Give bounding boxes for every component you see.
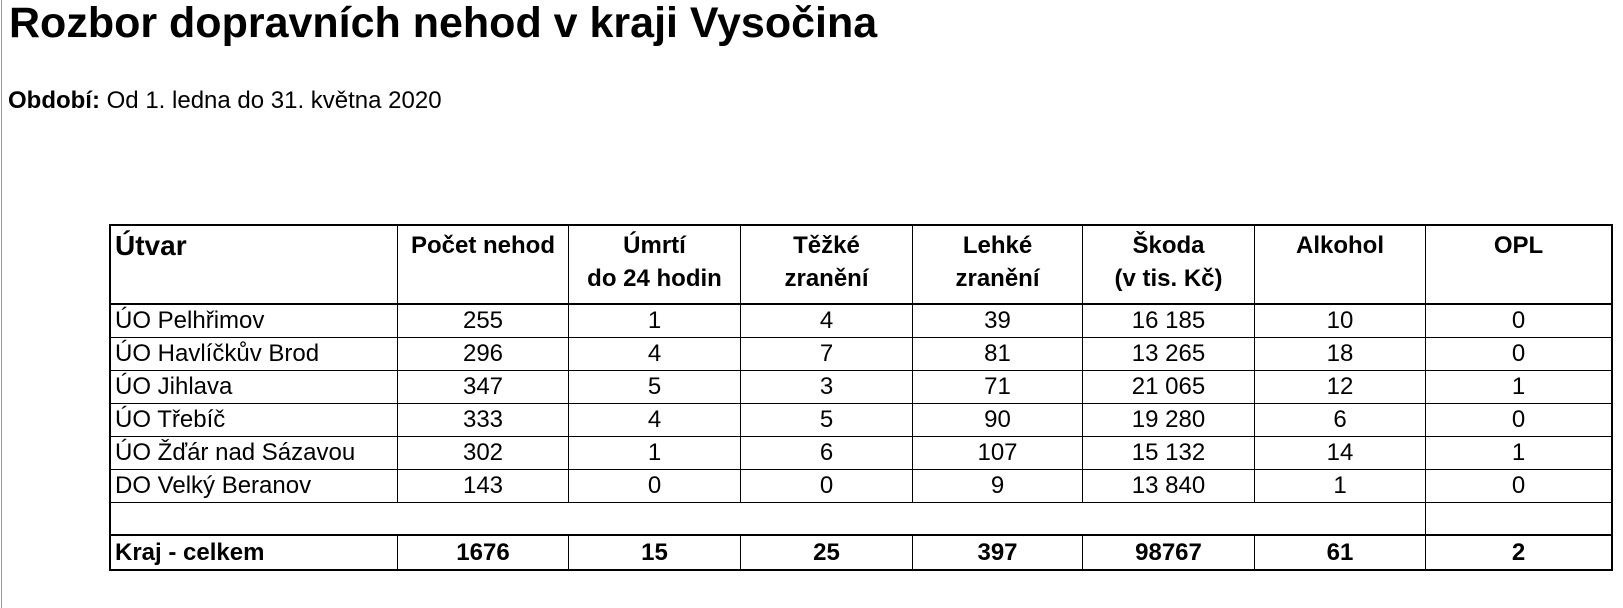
cell-skoda: 13 840 — [1083, 470, 1255, 503]
accident-report-table — [109, 224, 1613, 571]
cell-pocet-nehod: 255 — [398, 305, 569, 338]
cell-alkohol: 1 — [1255, 470, 1426, 503]
page-left-border — [1, 0, 2, 608]
cell-lehke-zraneni: 81 — [913, 338, 1083, 371]
cell-skoda: 13 265 — [1083, 338, 1255, 371]
cell-lehke-zraneni: 39 — [913, 305, 1083, 338]
cell-pocet-nehod: 302 — [398, 437, 569, 470]
header-pocet-nehod: Počet nehod — [398, 226, 569, 305]
cell-tezke-zraneni: 6 — [741, 437, 913, 470]
table-row — [111, 470, 1611, 503]
cell-alkohol: 14 — [1255, 437, 1426, 470]
table-row — [111, 338, 1611, 371]
cell-alkohol: 18 — [1255, 338, 1426, 371]
cell-lehke-zraneni: 107 — [913, 437, 1083, 470]
header-opl: OPL — [1426, 226, 1611, 305]
cell-utvar: ÚO Třebíč — [111, 404, 398, 437]
cell-alkohol: 10 — [1255, 305, 1426, 338]
table-header-row — [111, 226, 1611, 305]
cell-utvar: ÚO Jihlava — [111, 371, 398, 404]
cell-tezke-zraneni: 5 — [741, 404, 913, 437]
spacer-cell — [111, 503, 1426, 536]
cell-alkohol: 6 — [1255, 404, 1426, 437]
cell-opl: 1 — [1426, 371, 1611, 404]
cell-lehke-zraneni: 90 — [913, 404, 1083, 437]
table-spacer-row — [111, 503, 1611, 536]
table-row — [111, 305, 1611, 338]
cell-umrti: 1 — [569, 437, 741, 470]
cell-opl: 0 — [1426, 404, 1611, 437]
cell-tezke-zraneni: 3 — [741, 371, 913, 404]
total-opl: 2 — [1511, 539, 1526, 566]
cell-opl: 1 — [1426, 437, 1611, 470]
spacer-cell-opl — [1426, 503, 1611, 536]
header-lehke-zraneni: Lehké zranění — [913, 226, 1083, 305]
cell-opl: 0 — [1426, 470, 1611, 503]
cell-opl: 0 — [1426, 338, 1611, 371]
cell-pocet-nehod: 143 — [398, 470, 569, 503]
cell-opl: 0 — [1426, 305, 1611, 338]
cell-utvar: ÚO Žďár nad Sázavou — [111, 437, 398, 470]
cell-skoda: 15 132 — [1083, 437, 1255, 470]
cell-alkohol: 12 — [1255, 371, 1426, 404]
cell-lehke-zraneni: 9 — [913, 470, 1083, 503]
cell-pocet-nehod: 296 — [398, 338, 569, 371]
cell-umrti: 4 — [569, 338, 741, 371]
header-tezke-zraneni: Těžké zranění — [741, 226, 913, 305]
period-line — [8, 86, 442, 116]
cell-utvar: ÚO Havlíčkův Brod — [111, 338, 398, 371]
total-lehke-zraneni: 397 — [913, 536, 1083, 569]
cell-skoda: 21 065 — [1083, 371, 1255, 404]
total-skoda: 98767 — [1083, 536, 1255, 569]
table-row — [111, 371, 1611, 404]
page-title: Rozbor dopravních nehod v kraji Vysočina — [9, 0, 878, 47]
table-row — [111, 404, 1611, 437]
header-skoda: Škoda (v tis. Kč) — [1083, 226, 1255, 305]
cell-pocet-nehod: 333 — [398, 404, 569, 437]
cell-umrti: 0 — [569, 470, 741, 503]
cell-utvar: ÚO Pelhřimov — [111, 305, 398, 338]
total-alkohol: 61 — [1255, 536, 1426, 569]
cell-lehke-zraneni: 71 — [913, 371, 1083, 404]
header-umrti: Úmrtí do 24 hodin — [569, 226, 741, 305]
cell-umrti: 5 — [569, 371, 741, 404]
cell-tezke-zraneni: 7 — [741, 338, 913, 371]
period-label: Období: — [8, 87, 100, 114]
cell-utvar: DO Velký Beranov — [111, 470, 398, 503]
total-label: Kraj - celkem — [111, 536, 398, 569]
cell-tezke-zraneni: 0 — [741, 470, 913, 503]
cell-tezke-zraneni: 4 — [741, 305, 913, 338]
table-total-row — [111, 536, 1611, 569]
cell-pocet-nehod: 347 — [398, 371, 569, 404]
total-umrti: 15 — [569, 536, 741, 569]
period-value: Od 1. ledna do 31. května 2020 — [106, 87, 442, 114]
header-utvar: Útvar — [111, 226, 398, 305]
cell-umrti: 1 — [569, 305, 741, 338]
cell-umrti: 4 — [569, 404, 741, 437]
cell-skoda: 16 185 — [1083, 305, 1255, 338]
cell-skoda: 19 280 — [1083, 404, 1255, 437]
total-pocet-nehod: 1676 — [398, 536, 569, 569]
header-alkohol: Alkohol — [1255, 226, 1426, 305]
table-row — [111, 437, 1611, 470]
total-tezke-zraneni: 25 — [741, 536, 913, 569]
